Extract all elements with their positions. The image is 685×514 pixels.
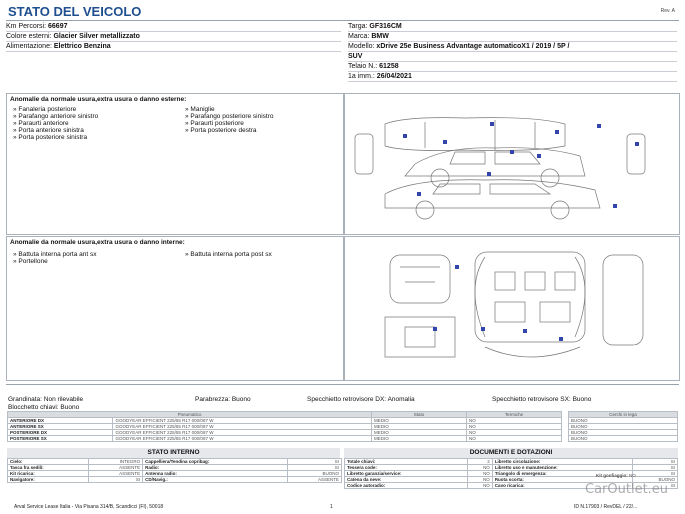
tyre-desc: GOODYEAR EFFICIENT 225/55 R17 000/087 W — [113, 424, 372, 430]
watermark-logo: CarOutlet.eu — [585, 482, 669, 497]
interno-label: Tasca fra sedili: — [8, 465, 89, 471]
tyre-row — [8, 436, 562, 442]
exterior-item: » Porta anteriore sinistra — [13, 127, 84, 134]
doc-label: Codice autoradio: — [345, 483, 468, 489]
doc-label: Ruota scorta: — [492, 477, 633, 483]
info-value: 66697 — [48, 23, 68, 30]
interno-value: ASSENTE — [88, 465, 142, 471]
doc-label: Cavo ricarica: — [492, 483, 633, 489]
parabrezza-status: Parabrezza: Buono — [195, 396, 251, 403]
interior-anomalies-panel — [6, 236, 344, 381]
exterior-item-label: Paraurti posteriore — [190, 120, 244, 127]
info-label: Km Percorsi: — [6, 23, 47, 30]
info-label: Modello: — [348, 43, 375, 50]
tyre-position: POSTERIORE SX — [8, 436, 113, 442]
tyre-position: ANTERIORE SX — [8, 424, 113, 430]
interno-value: ASSENTE — [287, 477, 341, 483]
tyres-table — [7, 411, 562, 442]
revision-label: Rev. A — [660, 8, 675, 14]
info-km — [6, 22, 341, 32]
interno-value: ASSENTE — [88, 471, 142, 477]
info-label: Targa: — [348, 23, 368, 30]
interior-item-label: Battuta interna porta post sx — [190, 251, 272, 258]
interno-label: Antenna radio: — [143, 471, 288, 477]
info-value: Glacier Silver metallizzato — [53, 33, 140, 40]
exterior-item-label: Fanaleria posteriore — [18, 106, 77, 113]
vehicle-info — [6, 22, 677, 78]
tyre-stato: MEDIO — [372, 430, 467, 436]
doc-label: Libretto garanzia/service: — [345, 471, 468, 477]
exterior-item-label: Porta posteriore destra — [190, 127, 257, 134]
doc-value: NO — [468, 471, 492, 477]
car-exterior-diagram — [345, 94, 679, 234]
info-value: GF316CM — [369, 23, 402, 30]
info-immatricolazione — [348, 72, 677, 82]
exterior-item: » Fanaleria posteriore — [13, 106, 77, 113]
info-colore — [6, 32, 341, 42]
exterior-item: » Maniglie — [185, 106, 215, 113]
grandinata-status: Grandinata: Non rilevabile — [8, 396, 84, 403]
exterior-item-label: Parafango anteriore sinistro — [18, 113, 99, 120]
tyre-stato: MEDIO — [372, 436, 467, 442]
interior-item: » Portellone — [13, 258, 48, 265]
header-divider — [6, 20, 679, 21]
termiche-header: Termiche — [467, 412, 562, 418]
exterior-item: » Parafango posteriore sinistro — [185, 113, 274, 120]
info-value: 26/04/2021 — [376, 73, 412, 80]
kit-gonfiaggio — [596, 473, 636, 478]
doc-value: NO — [468, 477, 492, 483]
interno-label: Cappelliera/Tendina copribag: — [143, 459, 288, 465]
info-value: 61258 — [379, 63, 399, 70]
doc-value: SI — [633, 471, 678, 477]
interno-value: SI — [88, 477, 142, 483]
info-modello-cont — [348, 52, 677, 62]
status-divider — [6, 384, 679, 385]
info-marca — [348, 32, 677, 42]
page-title: STATO DEL VEICOLO — [8, 4, 142, 19]
interno-value: SI — [287, 465, 341, 471]
interno-value: SI — [287, 459, 341, 465]
exterior-diagram-panel — [344, 93, 680, 235]
exterior-item-label: Paraurti anteriore — [18, 120, 69, 127]
rim-state: BUONO — [569, 430, 678, 436]
rim-state: BUONO — [569, 424, 678, 430]
specchietto-dx-status: Specchietto retrovisore DX: Anomalia — [307, 396, 415, 403]
interno-label: Kit ricarica: — [8, 471, 89, 477]
doc-label: Libretto uso e manutenzione: — [492, 465, 633, 471]
doc-label: Libretto circolazione: — [492, 459, 633, 465]
exterior-anomalies-panel — [6, 93, 344, 235]
tyre-termiche: NO — [467, 424, 562, 430]
tyre-desc: GOODYEAR EFFICIENT 225/55 R17 000/087 W — [113, 430, 372, 436]
info-value: xDrive 25e Business Advantage automaticoX1 / 2019 / 5P / — [376, 43, 570, 50]
interno-table — [7, 458, 342, 483]
interno-label: Cielo: — [8, 459, 89, 465]
kit-gonfiaggio-value: NO — [629, 473, 636, 478]
info-modello — [348, 42, 677, 52]
interno-label: Radio: — [143, 465, 288, 471]
rim-state: BUONO — [569, 436, 678, 442]
footer-page: 1 — [330, 504, 333, 510]
tyre-position: ANTERIORE DX — [8, 418, 113, 424]
info-label: Telaio N.: — [348, 63, 378, 70]
exterior-item: » Porta posteriore sinistra — [13, 134, 88, 141]
tyre-desc: GOODYEAR EFFICIENT 225/55 R17 000/087 W — [113, 418, 372, 424]
blocchetto-status: Blocchetto chiavi: Buono — [8, 404, 80, 411]
tyre-desc: GOODYEAR EFFICIENT 225/55 R17 000/087 W — [113, 436, 372, 442]
info-value: BMW — [371, 33, 389, 40]
doc-value: NO — [468, 483, 492, 489]
info-label: Colore esterni: — [6, 33, 52, 40]
doc-value: NO — [468, 465, 492, 471]
rims-table — [568, 411, 678, 442]
interno-label: CD/Navig.: — [143, 477, 288, 483]
interno-value: BUONO — [287, 471, 341, 477]
tyre-termiche: NO — [467, 436, 562, 442]
tyre-header: Pneumatico — [8, 412, 372, 418]
interno-label: Navigatore: — [8, 477, 89, 483]
exterior-item: » Paraurti posteriore — [185, 120, 244, 127]
interior-item: » Battuta interna porta post sx — [185, 251, 272, 258]
tyre-position: POSTERIORE DX — [8, 430, 113, 436]
doc-label: Tessera code: — [345, 465, 468, 471]
info-label: 1a imm.: — [348, 73, 375, 80]
doc-label: Catena da neve: — [345, 477, 468, 483]
footer-company: Arval Service Lease Italia - Via Pisana 314/B, Scandicci (FI), 50018 — [14, 504, 164, 510]
tyre-stato: MEDIO — [372, 424, 467, 430]
info-alimentazione — [6, 42, 341, 52]
info-value: Elettrico Benzina — [53, 43, 111, 50]
interior-diagram-panel — [344, 236, 680, 381]
kit-gonfiaggio-label: Kit gonfiaggio: — [596, 473, 628, 478]
doc-value: BUONO — [633, 477, 678, 483]
stato-header: Stato — [372, 412, 467, 418]
exterior-title: Anomalie da normale usura,extra usura o danno esterne: — [10, 96, 187, 103]
info-telaio — [348, 62, 677, 72]
exterior-item: » Paraurti anteriore — [13, 120, 69, 127]
info-label: Marca: — [348, 33, 370, 40]
doc-value: SI — [633, 465, 678, 471]
doc-label: Totale chiavi: — [345, 459, 468, 465]
rim-state: BUONO — [569, 418, 678, 424]
doc-value: SI — [633, 459, 678, 465]
documenti-section-title: DOCUMENTI E DOTAZIONI — [344, 448, 678, 458]
exterior-item-label: Porta anteriore sinistra — [18, 127, 84, 134]
info-value: SUV — [348, 53, 363, 60]
exterior-item-label: Parafango posteriore sinistro — [190, 113, 274, 120]
rims-header: Cerchi in lega — [569, 412, 678, 418]
interior-item: » Battuta interna porta ant sx — [13, 251, 97, 258]
doc-value: SI — [633, 483, 678, 489]
exterior-item-label: Porta posteriore sinistra — [18, 134, 88, 141]
interior-title: Anomalie da normale usura,extra usura o danno interne: — [10, 239, 185, 246]
tyre-stato: MEDIO — [372, 418, 467, 424]
specchietto-sx-status: Specchietto retrovisore SX: Buono — [492, 396, 592, 403]
doc-value: 2 — [468, 459, 492, 465]
footer-id: ID N.17903 / RevDEL / 22/... — [574, 504, 638, 510]
tyre-termiche: NO — [467, 418, 562, 424]
interno-section-title: STATO INTERNO — [7, 448, 340, 458]
car-interior-diagram — [345, 237, 679, 380]
interior-item-label: Portellone — [18, 258, 48, 265]
info-label: Alimentazione: — [6, 43, 52, 50]
exterior-item: » Parafango anteriore sinistro — [13, 113, 99, 120]
tyre-termiche: NO — [467, 430, 562, 436]
exterior-item: » Porta posteriore destra — [185, 127, 257, 134]
exterior-item-label: Maniglie — [190, 106, 215, 113]
interno-row — [8, 477, 342, 483]
info-targa — [348, 22, 677, 32]
interno-value: INTEGRO — [88, 459, 142, 465]
doc-label: Triangolo di emergenza: — [492, 471, 633, 477]
interior-item-label: Battuta interna porta ant sx — [18, 251, 97, 258]
